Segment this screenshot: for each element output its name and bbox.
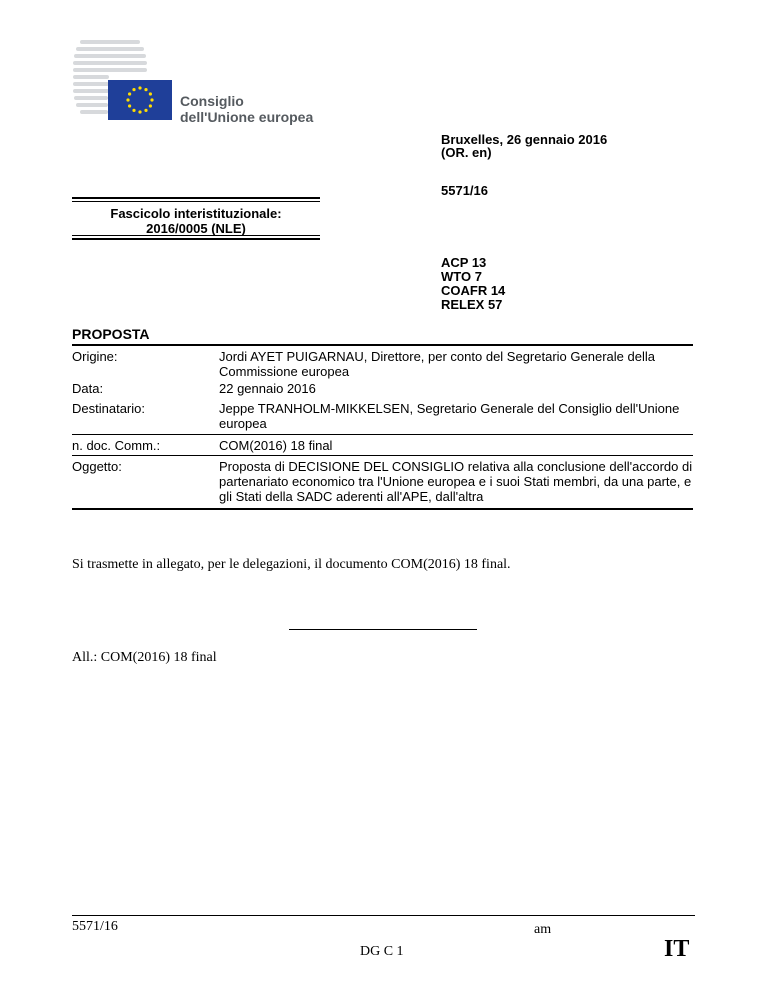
fascicolo-bottom-rule-2 — [72, 238, 320, 240]
meta-row-data — [72, 381, 693, 401]
meta-label: Origine: — [72, 349, 118, 364]
subject-codes — [441, 256, 505, 312]
fascicolo-top-rule — [72, 197, 320, 199]
meta-label: Data: — [72, 381, 104, 396]
meta-row-doc-comm — [72, 438, 693, 455]
meta-row-origine — [72, 349, 693, 381]
meta-value: Jeppe TRANHOLM-MIKKELSEN, Segretario Generale del Consiglio dell'Unione europea — [219, 401, 680, 431]
eu-star-icon — [128, 92, 131, 95]
footer-initials: am — [534, 922, 552, 937]
meta-row-oggetto — [72, 459, 693, 508]
interinstitutional-file — [72, 206, 320, 236]
eu-star-icon — [144, 88, 147, 91]
eu-star-icon — [138, 110, 141, 113]
separator-line — [289, 629, 477, 630]
meta-value: Jordi AYET PUIGARNAU, Direttore, per conto del Segretario Generale della Commissione europea — [219, 349, 655, 379]
code-item: RELEX 57 — [441, 297, 503, 312]
document-type: PROPOSTA — [72, 326, 150, 342]
original-language: (OR. en) — [441, 145, 492, 160]
meta-value: COM(2016) 18 final — [219, 438, 333, 453]
meta-table — [72, 344, 693, 510]
eu-star-icon — [128, 104, 131, 107]
eu-star-icon — [149, 92, 152, 95]
code-item: COAFR 14 — [441, 283, 506, 298]
eu-star-icon — [138, 86, 141, 89]
meta-value: Proposta di DECISIONE DEL CONSIGLIO relativa alla conclusione dell'accordo di partenariato economico tra l'Unione europea e i suoi Stati membri, da una parte, e gli Stati della SADC aderenti all'APE, dall'altra — [219, 459, 693, 504]
footer-dg: DG C 1 — [360, 944, 404, 959]
meta-value: 22 gennaio 2016 — [219, 381, 316, 396]
interinstitutional-label: Fascicolo interistituzionale: — [110, 206, 282, 221]
doc-number: 5571/16 — [441, 183, 488, 198]
footer-rule — [72, 915, 695, 916]
body-paragraph: Si trasmette in allegato, per le delegazioni, il documento COM(2016) 18 final. — [72, 557, 511, 572]
eu-star-icon — [150, 98, 153, 101]
logo-line-2: dell'Unione europea — [180, 109, 314, 125]
eu-star-icon — [132, 109, 135, 112]
meta-row-destinatario — [72, 401, 693, 434]
eu-star-icon — [149, 104, 152, 107]
eu-star-icon — [144, 109, 147, 112]
footer-doc-number: 5571/16 — [72, 919, 118, 934]
footer-language: IT — [664, 936, 690, 962]
code-item: WTO 7 — [441, 269, 482, 284]
place-date: Bruxelles, 26 gennaio 2016 — [441, 132, 608, 147]
fascicolo-top-rule-2 — [72, 201, 320, 202]
code-item: ACP 13 — [441, 255, 487, 270]
meta-label: Destinatario: — [72, 401, 145, 416]
meta-label: Oggetto: — [72, 459, 122, 474]
eu-flag-icon — [108, 80, 172, 120]
eu-star-icon — [132, 88, 135, 91]
interinstitutional-value: 2016/0005 (NLE) — [146, 221, 246, 236]
fascicolo-bottom-rule — [72, 235, 320, 236]
attachment-line: All.: COM(2016) 18 final — [72, 650, 217, 665]
logo-line-1: Consiglio — [180, 93, 244, 109]
eu-star-icon — [126, 98, 129, 101]
council-logo-text — [180, 93, 313, 125]
meta-label: n. doc. Comm.: — [72, 438, 161, 453]
